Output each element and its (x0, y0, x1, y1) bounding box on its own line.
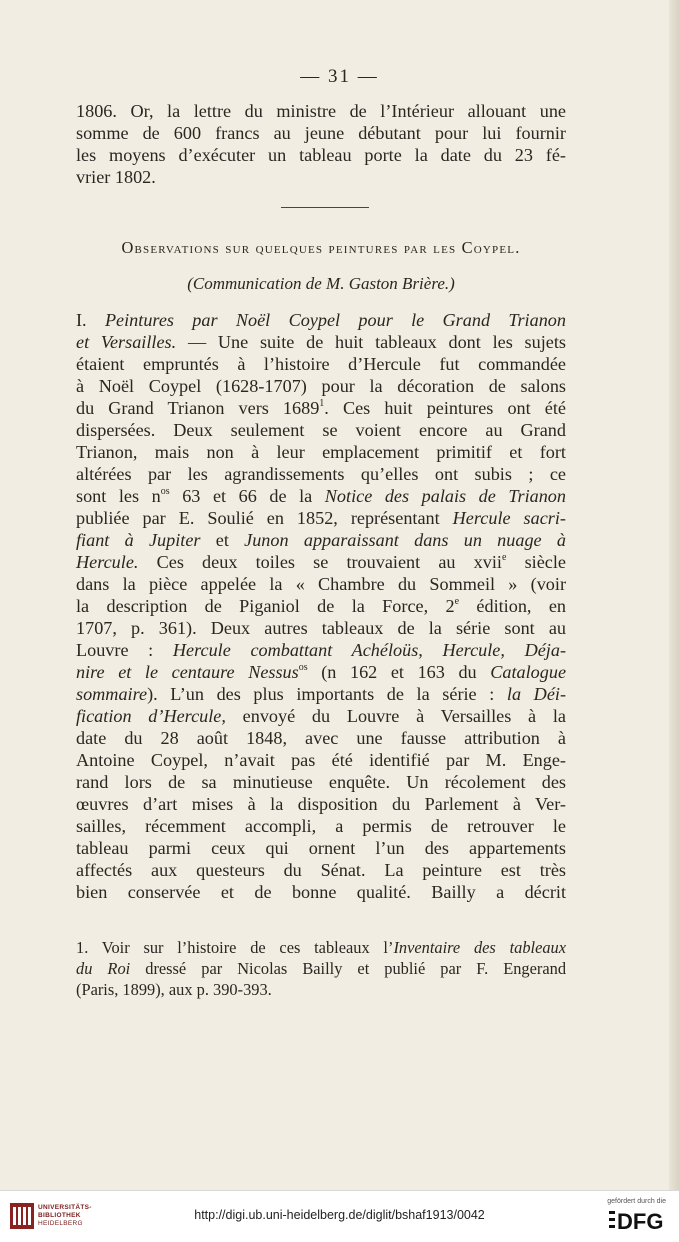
text-segment: Antoine Coypel, n’avait pas été identifié par M. Enge- (76, 750, 566, 770)
text-line: les moyens d’exécuter un tableau porte la date du 23 fé- (76, 145, 566, 165)
text-segment: 162 et 163 du (336, 662, 491, 682)
text-segment: rand lors de sa minutieuse enquête. Un récolement des (76, 772, 566, 792)
attribution: (Communication de M. Gaston Brière.) (187, 274, 455, 293)
text-line (76, 551, 566, 573)
text-segment: sont les n (76, 486, 161, 506)
superscript: os (160, 485, 170, 497)
text-line (76, 441, 566, 463)
text-line (76, 727, 566, 749)
permalink-url[interactable]: http://digi.ub.uni-heidelberg.de/diglit/bshaf1913/0042 (194, 1208, 485, 1222)
text-segment: ). L’un des plus importants de la série : (147, 684, 507, 704)
text-segment: I. (76, 310, 105, 330)
text-segment: Louvre : (76, 640, 173, 660)
text-line (76, 705, 566, 727)
text-segment: et (200, 530, 245, 550)
text-line (76, 419, 566, 441)
text-segment: du Roi (76, 959, 131, 978)
funding-caption: gefördert durch die (607, 1198, 666, 1205)
text-segment: Notice des palais de Trianon (324, 486, 566, 506)
text-line (76, 958, 566, 979)
text-segment: Peintures par Noël Coypel pour le Grand Trianon (104, 310, 566, 330)
text-segment: la description de Piganiol de la Force, 2 (76, 596, 455, 616)
text-segment: Ces deux toiles se trouvaient au xvii (138, 552, 502, 572)
text-line (76, 639, 566, 661)
section-title: Observations sur quelques peintures par les Coypel. (121, 238, 521, 257)
text-line (76, 661, 566, 683)
text-segment: dispersées. Deux seulement se voient encore au Grand (76, 420, 566, 440)
text-segment: 1. Voir sur l’histoire de ces tableaux l’ (76, 938, 394, 957)
text-segment: à Noël Coypel (1628-1707) pour la décoration de salons (76, 376, 566, 396)
text-segment: (n (307, 662, 337, 682)
text-segment: envoyé du Louvre à Versailles à la (225, 706, 566, 726)
text-line (76, 573, 566, 595)
superscript: e (501, 551, 507, 563)
text-segment: Trianon, mais non à leur emplacement primitif et fort (76, 442, 566, 462)
text-segment: date du 28 août 1848, avec une fausse attribution à (76, 728, 566, 748)
text-segment: la Déi- (506, 684, 566, 704)
text-line (76, 815, 566, 837)
text-line (76, 595, 566, 617)
text-segment: Inventaire des tableaux (393, 938, 567, 957)
text-line: somme de 600 francs au jeune débutant pour lui fournir (76, 123, 566, 143)
text-line (76, 837, 566, 859)
text-segment: étaient empruntés à l’histoire d’Hercule fut commandée (76, 354, 566, 374)
text-segment: sommaire (76, 684, 148, 704)
text-line (76, 529, 566, 551)
text-line (76, 683, 566, 705)
text-segment: Hercule sacri- (452, 508, 566, 528)
text-line: vrier 1802. (76, 167, 156, 187)
superscript: 1 (319, 397, 325, 409)
text-segment: publiée par E. Soulié en 1852, représentant (76, 508, 453, 528)
text-segment: bien conservée et de bonne qualité. Bailly a décrit (76, 882, 566, 902)
text-line (76, 397, 566, 419)
text-segment: tableau parmi ceux qui ornent l’un des appartements (76, 838, 566, 858)
superscript: e (454, 595, 460, 607)
text-line (76, 979, 566, 1000)
text-line (76, 507, 566, 529)
section-divider (281, 207, 369, 208)
dfg-logo-icon (609, 1208, 667, 1232)
text-line (76, 375, 566, 397)
text-segment: (Paris, 1899), aux p. 390-393. (76, 980, 272, 999)
text-line: 1806. Or, la lettre du ministre de l’Intérieur allouant une (76, 101, 566, 121)
superscript: os (298, 661, 308, 673)
text-segment: et Versailles. (76, 332, 177, 352)
text-segment: . Ces huit peintures ont été (324, 398, 566, 418)
text-segment: Catalogue (490, 662, 567, 682)
text-line (76, 617, 566, 639)
text-segment: nire et le centaure Nessus (76, 662, 299, 682)
text-segment: siècle (506, 552, 567, 572)
library-name-line: UNIVERSITÄTS- (38, 1204, 92, 1211)
text-segment: sailles, récemment accompli, a permis de retrouver le (76, 816, 566, 836)
text-line (76, 771, 566, 793)
text-line (76, 463, 566, 485)
text-line (76, 309, 566, 331)
text-segment: Junon apparaissant dans un nuage à (244, 530, 566, 550)
library-name-line: HEIDELBERG (38, 1220, 83, 1227)
text-line (76, 881, 566, 903)
text-segment: Hercule combattant Achéloüs, Hercule, Déja- (172, 640, 566, 660)
page-number: — 31 — (300, 66, 379, 87)
dfg-wordmark: DFG (617, 1209, 664, 1232)
text-segment: affectés aux questeurs du Sénat. La peinture est très (76, 860, 566, 880)
library-name-line: BIBLIOTHEK (38, 1212, 81, 1219)
text-segment: dans la pièce appelée la « Chambre du Sommeil » (voir (76, 574, 566, 594)
page-edge-shadow (669, 0, 679, 1190)
text-segment: fiant à Jupiter (76, 530, 201, 550)
text-line (76, 793, 566, 815)
footer-bar (0, 1190, 679, 1242)
text-line (76, 937, 566, 958)
text-line (76, 859, 566, 881)
text-line (76, 331, 566, 353)
text-segment: œuvres d’art mises à la disposition du Parlement à Ver- (76, 794, 566, 814)
text-segment: 1707, p. 361). Deux autres tableaux de la série sont au (76, 618, 566, 638)
text-line (76, 749, 566, 771)
text-segment: altérées par les agrandissements qu’elles ont subis ; ce (76, 464, 566, 484)
text-segment: du Grand Trianon vers 1689 (76, 398, 320, 418)
text-segment: dressé par Nicolas Bailly et publié par F. Engerand (130, 959, 567, 978)
text-segment: 63 et 66 de la (169, 486, 325, 506)
text-segment: édition, en (459, 596, 566, 616)
text-line (76, 485, 566, 507)
text-segment: Hercule. (76, 552, 139, 572)
text-segment: — Une suite de huit tableaux dont les sujets (176, 332, 566, 352)
text-segment: fication d’Hercule, (76, 706, 226, 726)
text-line (76, 353, 566, 375)
